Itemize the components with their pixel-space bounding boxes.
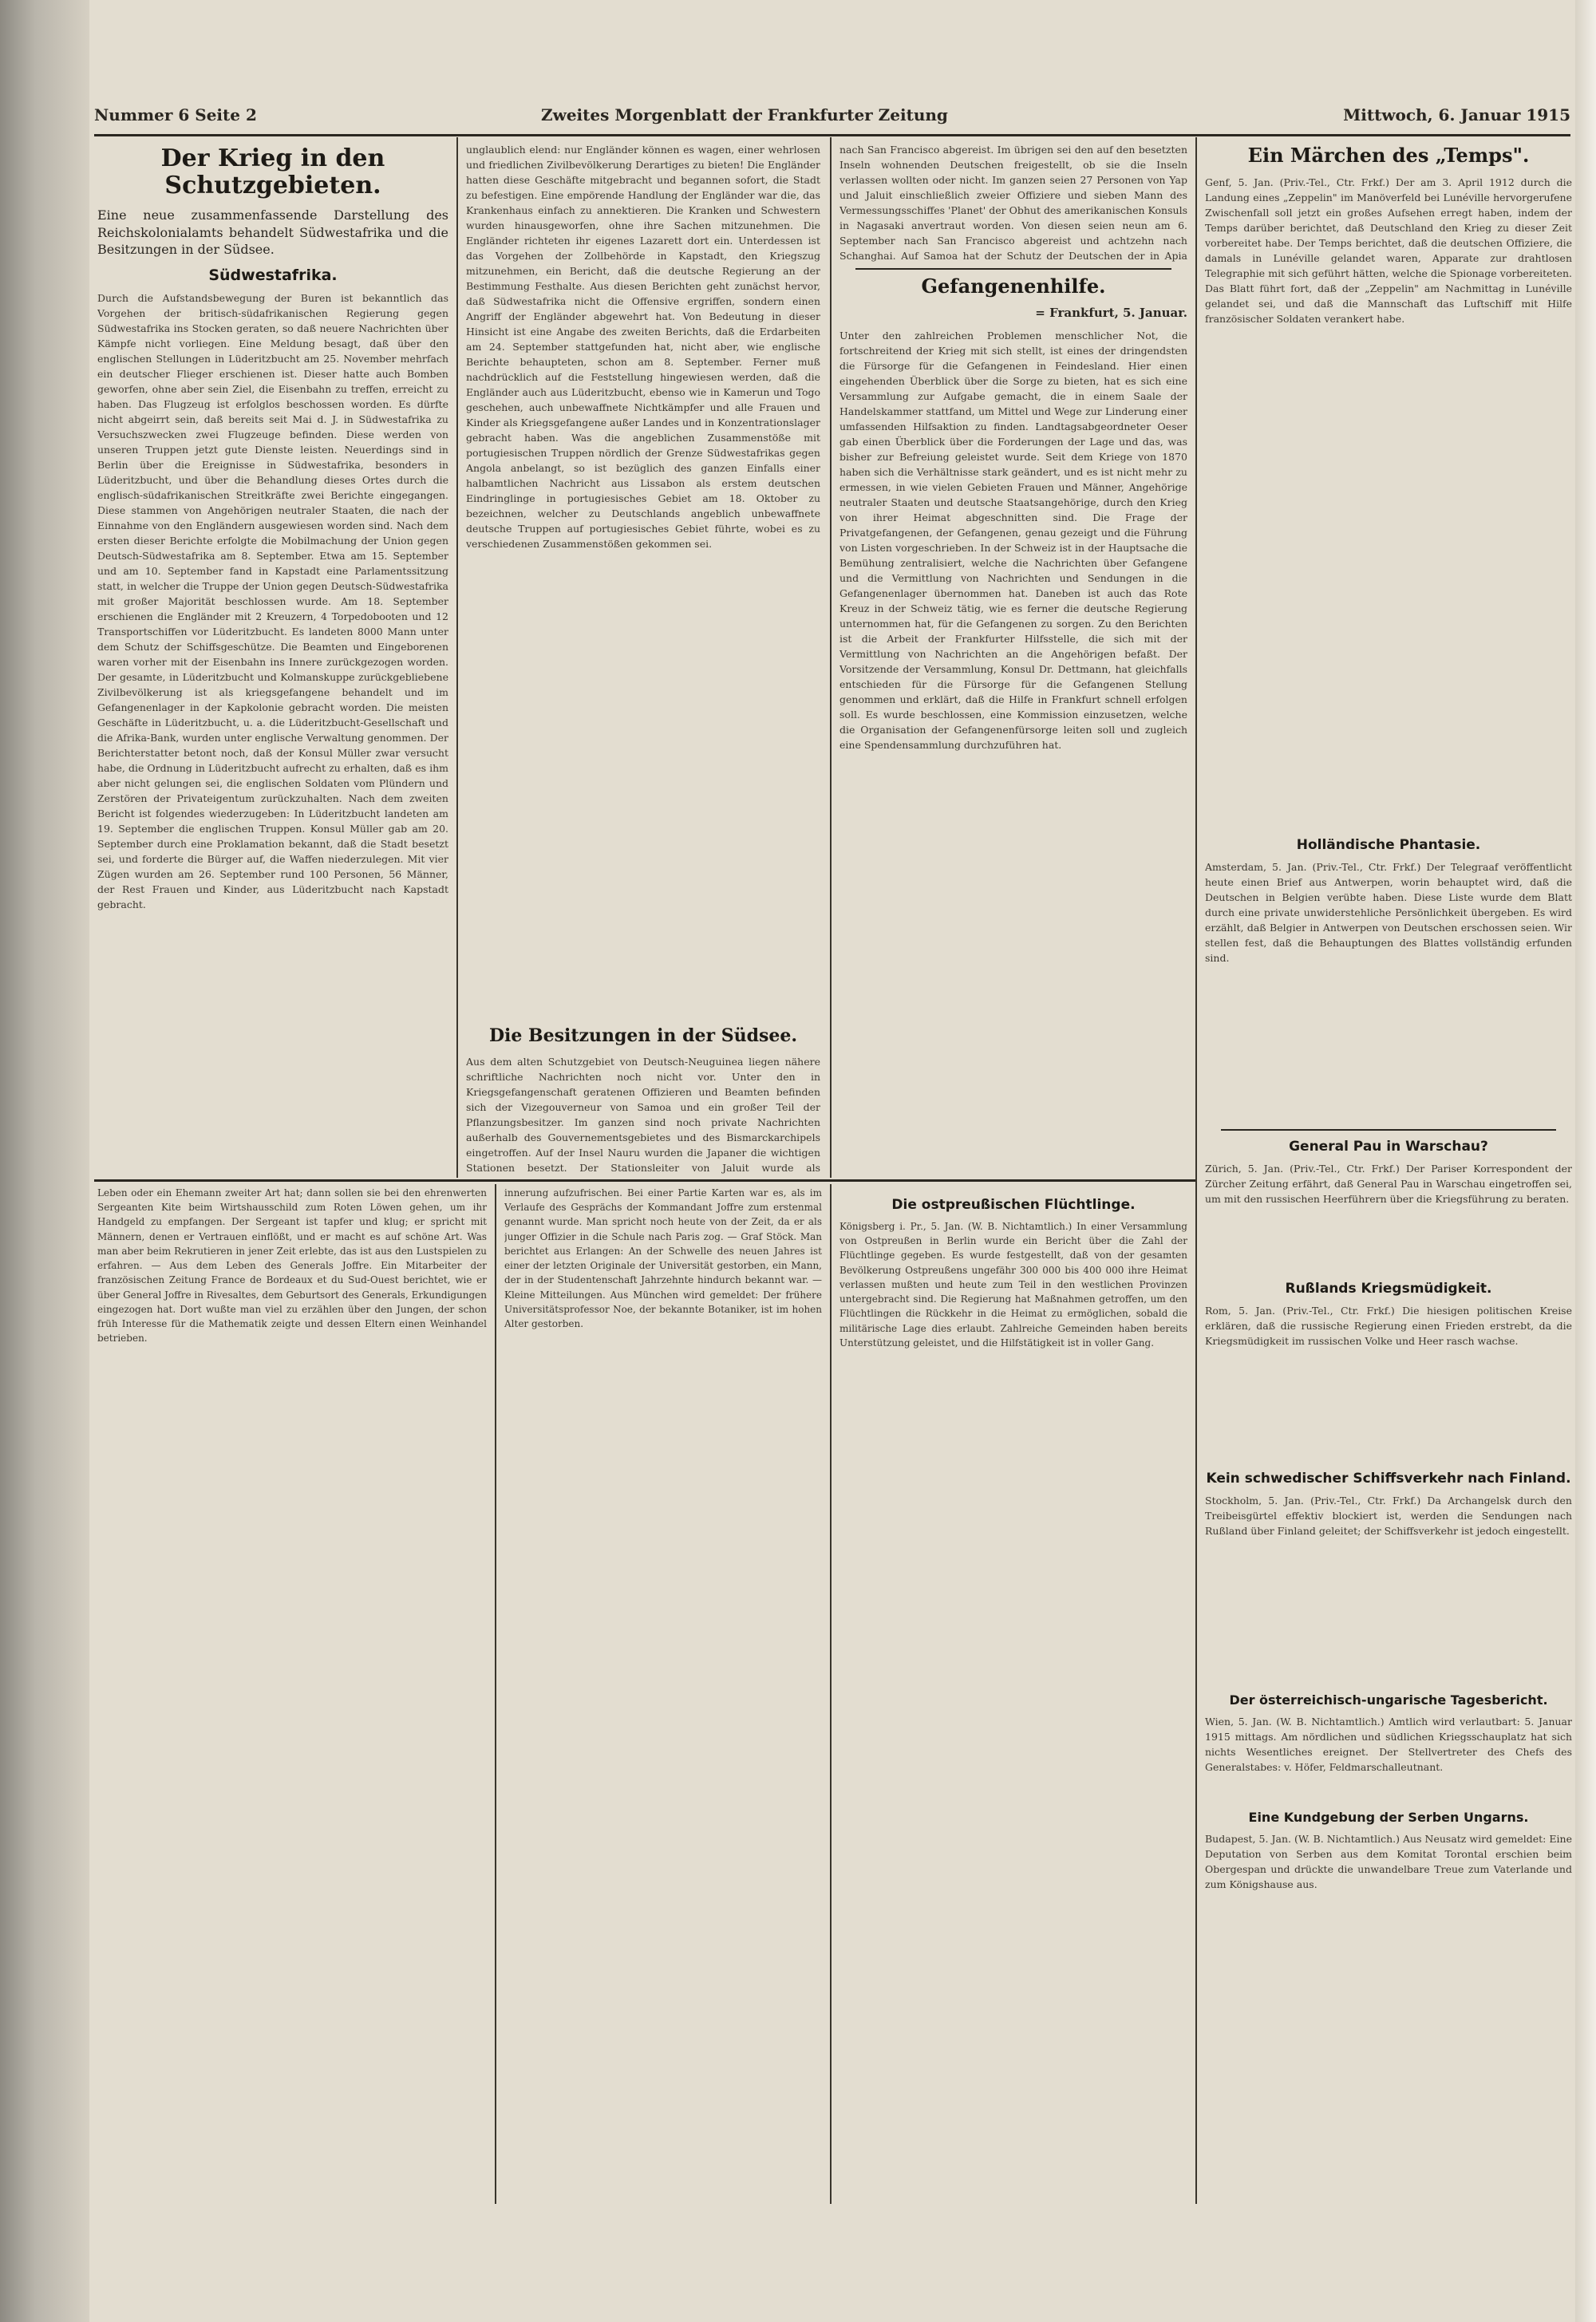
column-4 [1205, 142, 1572, 2201]
column-2 [466, 142, 820, 1176]
article-body-suedwestafrika: Durch die Aufstandsbewegung der Buren ist bekanntlich das Vorgehen der britisch-südafrikanischen Regierung gegen Südwestafrika ins Stocken geraten, so daß neuere Nachrichten über Kämpfe nicht vorliegen. Eine Meldung besagt, daß über den englischen Stellungen in Lüderitzbucht am 25. November mehrfach ein deutscher Flieger erschienen ist. Dieser hatte auch Bomben geworfen, ohne aber sein Ziel, die Eisenbahn zu treffen, erreicht zu haben. Das Flugzeug ist erfolglos beschossen worden. Es dürfte nicht abgeirrt sein, daß bereits seit Mai d. J. in Südwestafrika zu Versuchszwecken zwei Flugzeuge befinden. Diese werden von unseren Truppen jetzt gute Dienste leisten. Neuerdings sind in Berlin über die Ereignisse in Südwestafrika, besonders in Lüderitzbucht, und über die Behandlung dieses Ortes durch die englisch-südafrikanischen Streitkräfte zwei Berichte eingegangen. Diese stammen von Angehörigen neutraler Staaten, die nach der Einnahme von den Engländern ausgewiesen worden sind. Nach dem ersten dieser Berichte erfolgte die Mobilmachung der Union gegen Deutsch-Südwestafrika am 8. September. Etwa am 15. September und am 10. September fand in Kapstadt eine Parlamentssitzung statt, in welcher die Truppe der Union gegen Deutsch-Südwestafrika mit großer Majorität beschlossen wurde. Am 18. September erschienen die Engländer mit 2 Kreuzern, 4 Torpedobooten und 12 Transportschiffen vor Lüderitzbucht. Es landeten 8000 Mann unter dem Schutz der Schiffsgeschütze. Die Beamten und Eingeborenen waren vorher mit der Eisenbahn ins Innere zurückgezogen worden. Der gesamte, in Lüderitzbucht und Kolmanskuppe zurückgebliebene Zivilbevölkerung ist als kriegsgefangene behandelt und im Gefangenenlager in der Kapkolonie gebracht worden. Die meisten Geschäfte in Lüderitzbucht, u. a. die Lüderitzbucht-Gesellschaft und die Afrika-Bank, wurden unter englische Verwaltung genommen. Der Berichterstatter betont noch, daß der Konsul Müller zwar versucht habe, die Ordnung in Lüderitzbucht aufrecht zu erhalten, daß es ihm aber nicht gelungen sei, die englischen Soldaten vom Plündern und Zerstören der Privateigentum zurückzuhalten. Nach dem zweiten Bericht ist folgendes wiederzugeben: In Lüderitzbucht landeten am 19. September die englischen Truppen. Konsul Müller gab am 20. September durch eine Proklamation bekannt, daß die Stadt besetzt sei, und forderte die Bürger auf, die Waffen niederzulegen. Mit vier Zügen wurden am 26. September rund 100 Personen, 56 Männer, der Rest Frauen und Kinder, aus Lüderitzbucht nach Kapstadt gebracht. [97, 291, 448, 910]
feuilleton-rule [94, 1179, 1195, 1182]
band-rule-1 [495, 1184, 496, 2204]
feuilleton-column-3 [839, 1186, 1187, 2204]
article-body-temps: Genf, 5. Jan. (Priv.-Tel., Ctr. Frkf.) Der am 3. April 1912 durch die Landung eines „Zeppelin" im Manöverfeld bei Lunéville hervorgerufene Zwischenfall soll jetzt ein großes Aufsehen erregt haben, indem der Temps darüber berichtet, daß Deutschland den Krieg zu dieser Zeit vorbereitet habe. Der Temps berichtet, daß die deutschen Offiziere, die damals in Lunéville gelandet waren, Apparate zur drahtlosen Telegraphie mit sich geführt hätten, welche die Spionage vorbereiteten. Das Blatt führt fort, daß der „Zeppelin" am Nachmittag in Lunéville gelandet sei, und daß die Mannschaft das Luftschiff mit Hilfe französischer Soldaten verankert habe. [1205, 176, 1572, 325]
feuilleton-column-2 [504, 1186, 822, 2204]
column-rule-3 [1195, 137, 1197, 2204]
column-rule-1 [456, 137, 458, 1178]
subhead-serben: Eine Kundgebung der Serben Ungarns. [1248, 1809, 1529, 1825]
article-body-fluechtlinge: Königsberg i. Pr., 5. Jan. (W. B. Nichtamtlich.) In einer Versammlung von Ostpreußen in Berlin wurde ein Bericht über die Zahl der Flüchtlinge gegeben. Es wurde festgestellt, daß von der gesamten Bevölkerung Ostpreußens ungefähr 300 000 bis 400 000 ihre Heimat verlassen mußten und heute zum Teil in den westlichen Provinzen untergebracht sind. Die Regierung hat Maßnahmen getroffen, um den Flüchtlingen die Rückkehr in die Heimat zu ermöglichen, sobald die militärische Lage dies erlaubt. Zahlreiche Gemeinden haben bereits Unterstützung geleistet, und die Hilfstätigkeit ist in voller Gang. [839, 1221, 1187, 1349]
article-body-continued: unglaublich elend: nur Engländer können es wagen, einer wehrlosen und friedlichen Zivilbevölkerung Derartiges zu bieten! Die Engländer hatten diese Geschäfte mitgebracht und begannen sofort, die Stadt zu befestigen. Eine empörende Handlung der Engländer war die, das Krankenhaus einfach zu annektieren. Die Kranken und Schwestern wurden hinausgeworfen, ohne ihre Sachen mitzunehmen. Die Engländer richteten ihr eigenes Lazarett dort ein. Unterdessen ist das Vorgehen der Zollbehörde in Kapstadt, den Kriegszug mitzunehmen, ein Bericht, daß die deutsche Regierung an der Bestimmung Festhalte. Aus diesen Berichten geht zunächst hervor, daß Südwestafrika nicht die Offensive ergriffen, sondern einen Angriff der Engländer abgewehrt hat. Von Bedeutung in dieser Hinsicht ist eine Angabe des zweiten Berichts, daß die Erdarbeiten am 24. September stattgefunden hat, nicht aber, wie englische Berichte behaupteten, schon am 8. September. Ferner muß nachdrücklich auf die Feststellung hingewiesen werden, daß die Engländer auch aus Lüderitzbucht, ebenso wie in Kamerun und Togo geschehen, auch unbewaffnete Nichtkämpfer und alle Frauen und Kinder als Kriegsgefangene außer Landes und in Konzentrationslager gebracht haben. Was die angeblichen Zusammenstöße mit portugiesischen Truppen nördlich der Grenze Südwestafrikas gegen Angola anbelangt, so ist bezüglich des ganzen Einfalls einer halbamtlichen Nachricht aus Lissabon als erstem deutschen Eindringlinge in portugiesisches Gebiet am 18. Oktober zu bezeichnen, welcher zu Deutschlands angeblich unbewaffnete deutsche Truppen auf portugiesisches Gebiet führte, wobei es zu verschiedenen Zusammenstößen gekommen sei. [466, 144, 820, 550]
feuilleton-text-2: innerung aufzufrischen. Bei einer Partie Karten war es, als im Verlaufe des Gesprächs der Kommandant Joffre zum erstenmal genannt wurde. Man spricht noch heute von der Zeit, da er als junger Offizier in die Schule nach Paris zog. — Graf Stöck. Man berichtet aus Erlangen: An der Schwelle des neuen Jahres ist einer der letzten Originale der Universität gestorben, ein Mann, der in der Studentenschaft Jahrzehnte hindurch bekannt war. — Kleine Mitteilungen. Aus München wird gemeldet: Der frühere Universitätsprofessor Noe, der bekannte Botaniker, ist im hohen Alter gestorben. [504, 1187, 822, 1330]
header-issue-page: Nummer 6 Seite 2 [94, 105, 257, 124]
page-header [94, 105, 1570, 131]
article-headline-suedsee: Die Besitzungen in der Südsee. [488, 1025, 798, 1046]
article-body-schiffsverkehr: Stockholm, 5. Jan. (Priv.-Tel., Ctr. Frkf.) Da Archangelsk durch den Treibeisgürtel effektiv blockiert ist, werden die Sendungen nach Rußland über Finland geleitet; der Schiffsverkehr ist jedoch eingestellt. [1205, 1494, 1572, 1537]
column-1 [97, 142, 448, 1176]
article-intro: Eine neue zusammenfassende Darstellung des Reichskolonialamts behandelt Südwestafrika und die Besitzungen in der Südsee. [97, 207, 448, 258]
page-edge [1575, 0, 1596, 2322]
binding-gutter [0, 0, 89, 2322]
feuilleton-column-1 [97, 1186, 487, 2204]
article-body-phantasie: Amsterdam, 5. Jan. (Priv.-Tel., Ctr. Frkf.) Der Telegraaf veröffentlicht heute einen Brief aus Antwerpen, worin behauptet wird, daß die Deutschen in Belgien verübte haben. Diese Liste wurde dem Blatt durch eine private unwiderstehliche Persönlichkeit übergeben. Es wird erzählt, daß Belgier in Antwerpen von Deutschen erschossen seien. Wir stellen fest, daß die Behauptungen des Blattes vollständig erfunden sind. [1205, 860, 1572, 964]
article-body-suedsee-end: nach San Francisco abgereist. Im übrigen sei den auf den besetzten Inseln wohnenden Deutschen freigestellt, ob sie die Inseln verlassen wollten oder nicht. Im ganzen seien 27 Personen von Yap und Jaluit einschließlich zweier Offiziere und sieben Mann des Vermessungsschiffes 'Planet' der Obhut des amerikanischen Konsuls in Nagasaki anvertraut worden. Von diesen seien neun am 6. September nach San Francisco abgereist und achtzehn nach Schanghai. Auf Samoa hat der Schutz der Deutschen der in Apia [839, 144, 1187, 262]
dateline-frankfurt: = Frankfurt, 5. Januar. [1035, 305, 1187, 320]
article-body-gefangenenhilfe: Unter den zahlreichen Problemen menschlicher Not, die fortschreitend der Krieg mit sich stellt, ist eines der dringendsten die Fürsorge für die Gefangenen in Feindesland. Hier einen eingehenden Überblick über die Sorge zu bieten, hat es sich eine Versammlung zur Aufgabe gemacht, die in einem Saale der Handelskammer stattfand, um Mittel und Wege zur Linderung einer umfassenden Hilfsaktion zu finden. Landtagsabgeordneter Oeser gab einen Überblick über die Forderungen der Lage und das, was bisher zur Befreiung geleistet wurde. Seit dem Kriege von 1870 haben sich die Verhältnisse stark geändert, und es ist nicht mehr zu ermessen, in wie vielen Gebieten Frauen und Männer, Angehörige neutraler Staaten und deutsche Staatsangehörige, durch den Krieg von ihrer Heimat abgeschnitten sind. Die Frage der Privatgefangenen, der Gefangenen, genau gezeigt und die Führung von Listen vorgeschrieben. In der Schweiz ist in der Hauptsache die Bemühung zentralisiert, welche die Nachrichten über Gefangene und die Vermittlung von Nachrichten und Sendungen in die Gefangenenlager übernommen hat. Daneben ist auch das Rote Kreuz in der Schweiz tätig, wie es ferner die deutsche Regierung unternommen hat, für die Gefangenen zu sorgen. Zu den Berichten ist die Arbeit der Frankfurter Hilfsstelle, die sich mit der Vermittlung von Nachrichten an die Angehörigen befaßt. Der Vorsitzende der Versammlung, Konsul Dr. Dettmann, hat gleichfalls entschieden für die Fürsorge für die Gefangenen Stellung genommen und erklärt, daß die Hilfe in Frankfurt schnell erfolgen soll. Es wurde beschlossen, eine Kommission einzusetzen, welche die Organisation der Gefangenenfürsorge leiten soll und zugleich eine Spendensammlung durchzuführen hat. [839, 329, 1187, 751]
header-date: Mittwoch, 6. Januar 1915 [1343, 105, 1570, 124]
header-masthead: Zweites Morgenblatt der Frankfurter Zeitung [541, 105, 948, 124]
subhead-hollaendische-phantasie: Holländische Phantasie. [1296, 836, 1481, 853]
article-headline-schutzgebiete: Der Krieg in den Schutzgebieten. [160, 144, 385, 199]
article-body-pau: Zürich, 5. Jan. (Priv.-Tel., Ctr. Frkf.) Der Pariser Korrespondent der Zürcher Zeitung erfährt, daß General Pau in Warschau eingetroffen sei, um mit den russischen Heerführern über die Kriegsführung zu beraten. [1205, 1162, 1572, 1205]
subhead-russland: Rußlands Kriegsmüdigkeit. [1285, 1280, 1492, 1297]
band-rule-2 [830, 1184, 832, 2204]
subhead-schiffsverkehr: Kein schwedischer Schiffsverkehr nach Finland. [1206, 1470, 1571, 1487]
article-separator-2 [1221, 1129, 1556, 1131]
article-body-suedsee: Aus dem alten Schutzgebiet von Deutsch-Neuguinea liegen nähere schriftliche Nachrichten noch nicht vor. Unter den in Kriegsgefangenschaft geratenen Offizieren und Beamten befinden sich der Vizegouverneur von Samoa und ein großer Teil der Pflanzungsbesitzer. Im ganzen sind noch private Nachrichten außerhalb des Gouvernementsgebietes und des Bismarckarchipels eingetroffen. Auf der Insel Nauru wurden die Japaner die wichtigen Stationen besetzt. Der Stationsleiter von Jaluit wurde als [466, 1055, 820, 1174]
article-body-tagesbericht: Wien, 5. Jan. (W. B. Nichtamtlich.) Amtlich wird verlautbart: 5. Januar 1915 mittags. Am nördlichen und südlichen Kriegsschauplatz hat sich nichts Wesentliches ereignet. Der Stellvertreter des Chefs des Generalstabes: v. Höfer, Feldmarschalleutnant. [1205, 1715, 1572, 1773]
subhead-fluechtlinge: Die ostpreußischen Flüchtlinge. [891, 1197, 1136, 1213]
column-rule-2 [830, 137, 832, 1178]
subhead-general-pau: General Pau in Warschau? [1289, 1138, 1488, 1155]
article-body-russland: Rom, 5. Jan. (Priv.-Tel., Ctr. Frkf.) Die hiesigen politischen Kreise erklären, daß die russische Regierung einen Frieden erstrebt, da die Kriegsmüdigkeit im russischen Volke und Heer rasch wachse. [1205, 1304, 1572, 1347]
subhead-suedwestafrika: Südwestafrika. [208, 266, 338, 284]
article-headline-temps: Ein Märchen des „Temps". [1247, 144, 1530, 167]
article-body-serben: Budapest, 5. Jan. (W. B. Nichtamtlich.) Aus Neusatz wird gemeldet: Eine Deputation von Serben aus dem Komitat Torontal erschien beim Obergespan und drückte die unwandelbare Treue zum Vaterlande und zum Königshause aus. [1205, 1832, 1572, 1890]
header-rule [94, 134, 1570, 136]
article-separator [855, 268, 1171, 270]
subhead-tagesbericht: Der österreichisch-ungarische Tagesbericht. [1229, 1692, 1548, 1708]
feuilleton-text-1: Leben oder ein Ehemann zweiter Art hat; dann sollen sie bei den ehrenwerten Sergeanten Kite beim Wirtshausschild zum Roten Löwen gehen, um ihr Handgeld zu empfangen. Der Sergeant ist tapfer und klug; er spricht mit Männern, denen er Vertrauen einflößt, und er macht es auf schöne Art. Was man aber beim Rekrutieren in jener Zeit erlebte, das ist aus den Lustspielen zu erfahren. — Aus dem Leben des Generals Joffre. Ein Mitarbeiter der französischen Zeitung France de Bordeaux et du Sud-Ouest berichtet, wie er über General Joffre in Rivesaltes, dem Geburtsort des Generals, Erkundigungen eingezogen hat. Dort wußte man viel zu erzählen über den Jungen, der schon früh Interesse für die Mathematik zeigte und dessen Eltern einen Weinhandel betrieben. [97, 1187, 487, 1345]
article-headline-gefangenenhilfe: Gefangenenhilfe. [921, 274, 1106, 298]
column-3 [839, 142, 1187, 1176]
